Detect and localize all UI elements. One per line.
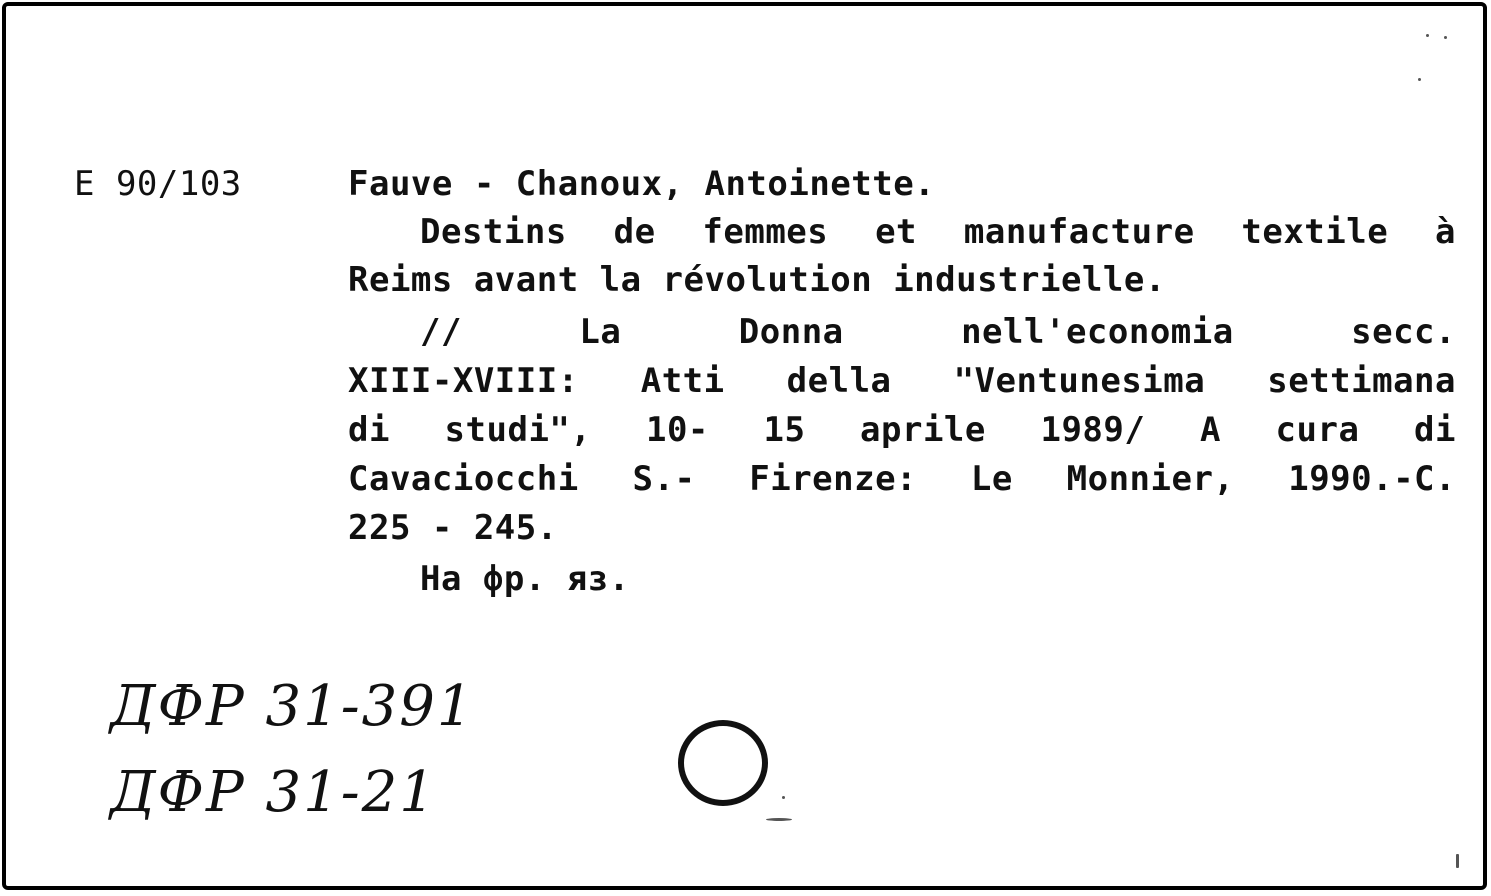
circle-stamp-icon [678, 720, 768, 806]
source-line-4: Cavaciocchi S.- Firenze: Le Monnier, 1990.-C. [348, 459, 1456, 499]
source-line-3: di studi", 10- 15 aprile 1989/ A cura di [348, 410, 1456, 450]
language-note: На фр. яз. [420, 559, 630, 599]
author-line: Fauve - Chanoux, Antoinette. [348, 164, 936, 204]
handwritten-shelfmark-2: ДФР 31-21 [110, 760, 437, 825]
speck [1444, 36, 1447, 39]
speck [782, 796, 785, 799]
source-line-2: XIII-XVIII: Atti della "Ventunesima settimana [348, 361, 1456, 401]
shelfmark: E 90/103 [74, 164, 242, 204]
catalog-card [2, 2, 1487, 890]
title-line-2: Reims avant la révolution industrielle. [348, 260, 1166, 300]
speck [1426, 34, 1429, 37]
speck [1456, 854, 1459, 868]
source-line-1: // La Donna nell'economia secc. [420, 312, 1456, 352]
handwritten-shelfmark-1: ДФР 31-391 [110, 674, 475, 739]
source-line-5: 225 - 245. [348, 508, 558, 548]
speck [766, 818, 792, 821]
title-line-1: Destins de femmes et manufacture textile à [420, 212, 1456, 252]
speck [1418, 78, 1421, 81]
